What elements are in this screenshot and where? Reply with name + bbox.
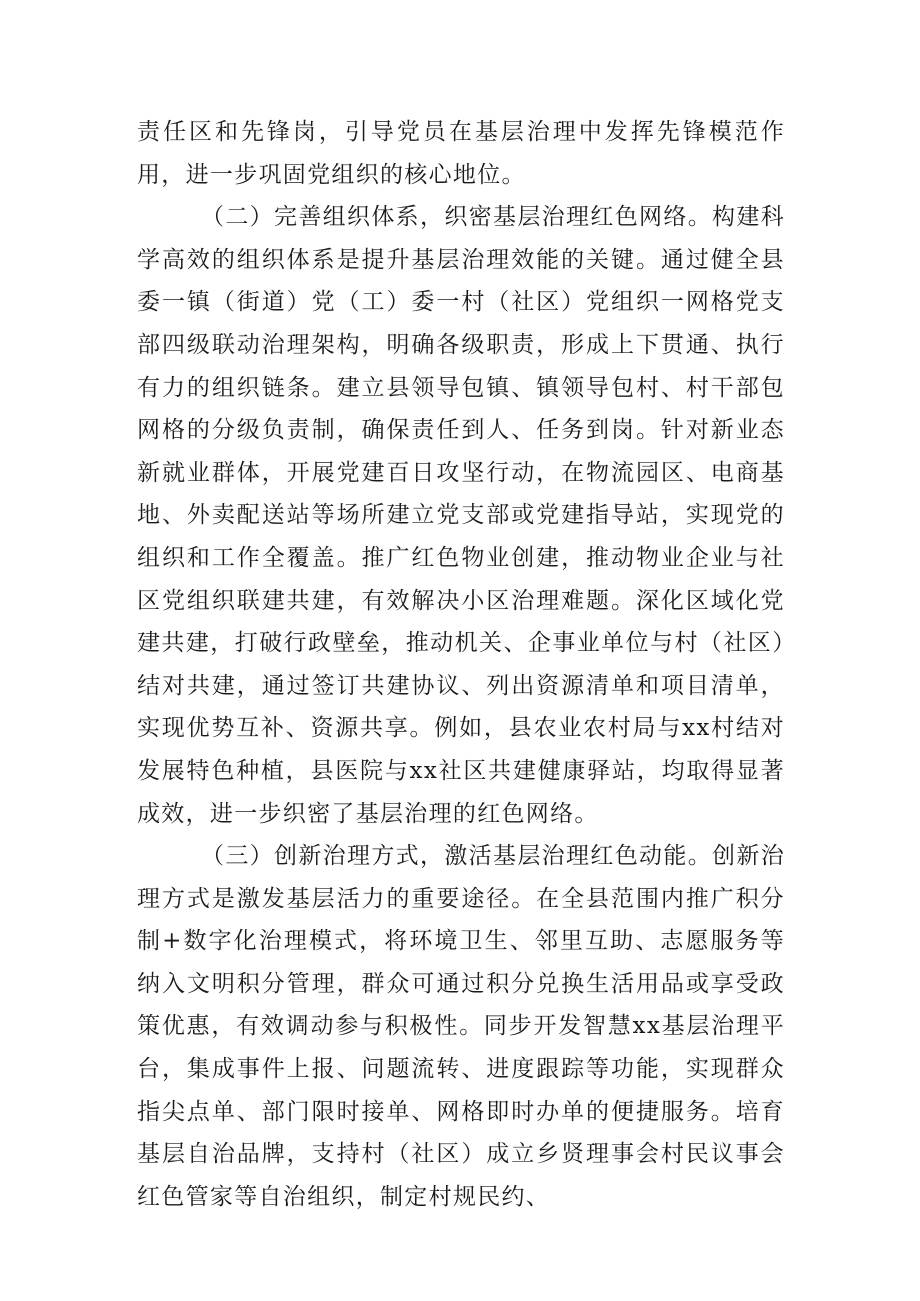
paragraph-organization-system: （二）完善组织体系，织密基层治理红色网络。构建科学高效的组织体系是提升基层治理效能的关键。通过健全县委一镇（街道）党（工）委一村（社区）党组织一网格党支部四级联动治理架构，明确各级职责，形成上下贯通、执行有力的组织链条。建立县领导包镇、镇领导包村、村干部包网格的分级负责制，确保责任到人、任务到岗。针对新业态新就业群体，开展党建百日攻坚行动，在物流园区、电商基地、外卖配送站等场所建立党支部或党建指导站，实现党的组织和工作全覆盖。推广红色物业创建，推动物业企业与社区党组织联建共建，有效解决小区治理难题。深化区域化党建共建，打破行政壁垒，推动机关、企事业单位与村（社区）结对共建，通过签订共建协议、列出资源清单和项目清单，实现优势互补、资源共享。例如，县农业农村局与xx村结对发展特色种植，县医院与xx社区共建健康驿站，均取得显著成效，进一步织密了基层治理的红色网络。	[137, 204, 785, 827]
body-text	[137, 111, 785, 1218]
paragraph-continuation: 责任区和先锋岗，引导党员在基层治理中发挥先锋模范作用，进一步巩固党组织的核心地位。	[137, 119, 785, 188]
paragraph-governance-innovation: （三）创新治理方式，激活基层治理红色动能。创新治理方式是激发基层活力的重要途径。在全县范围内推广积分制+数字化治理模式，将环境卫生、邻里互助、志愿服务等纳入文明积分管理，群众可通过积分兑换生活用品或享受政策优惠，有效调动参与积极性。同步开发智慧xx基层治理平台，集成事件上报、问题流转、进度跟踪等功能，实现群众指尖点单、部门限时接单、网格即时办单的便捷服务。培育基层自治品牌，支持村（社区）成立乡贤理事会村民议事会红色管家等自治组织，制定村规民约、	[137, 843, 785, 1210]
